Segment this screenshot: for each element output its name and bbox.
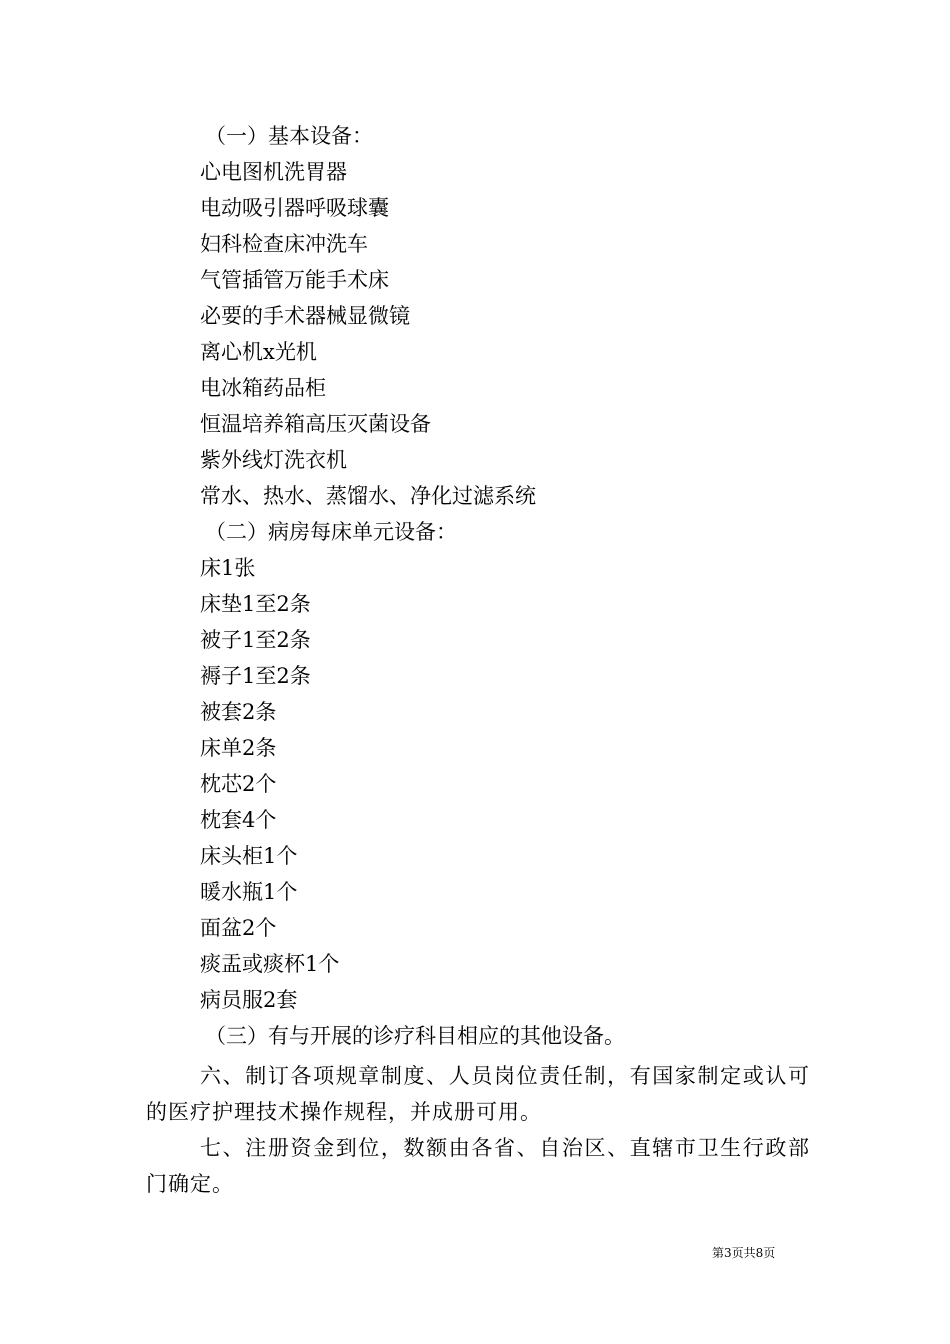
list-item: 紫外线灯洗衣机 bbox=[200, 448, 347, 472]
list-item: 枕套4个 bbox=[200, 808, 277, 832]
list-item: 离心机x光机 bbox=[200, 340, 317, 364]
list-item: 床垫1至2条 bbox=[200, 592, 311, 616]
list-item: 面盆2个 bbox=[200, 916, 277, 940]
list-item: 痰盂或痰杯1个 bbox=[200, 952, 340, 976]
list-item: 被子1至2条 bbox=[200, 628, 311, 652]
list-item: 恒温培养箱高压灭菌设备 bbox=[200, 412, 431, 436]
page-number: 第3页共8页 bbox=[712, 1246, 776, 1260]
list-item: 床1张 bbox=[200, 556, 256, 580]
list-item: 心电图机洗胃器 bbox=[200, 160, 347, 184]
list-item: 床单2条 bbox=[200, 736, 277, 760]
section-heading-ward-bed-equipment: （二）病房每床单元设备： bbox=[205, 520, 457, 544]
list-item: 被套2条 bbox=[200, 700, 277, 724]
paragraph-regulations: 六、制订各项规章制度、人员岗位责任制，有国家制定或认可的医疗护理技术操作规程，并成册可用。 bbox=[146, 1064, 810, 1124]
section-heading-other-equipment: （三）有与开展的诊疗科目相应的其他设备。 bbox=[205, 1024, 625, 1048]
list-item: 电冰箱药品柜 bbox=[200, 376, 326, 400]
list-item: 电动吸引器呼吸球囊 bbox=[200, 196, 389, 220]
list-item: 暖水瓶1个 bbox=[200, 880, 298, 904]
list-item: 常水、热水、蒸馏水、净化过滤系统 bbox=[200, 484, 536, 508]
paragraph-registered-capital: 七、注册资金到位，数额由各省、自治区、直辖市卫生行政部门确定。 bbox=[146, 1136, 810, 1196]
list-item: 床头柜1个 bbox=[200, 844, 298, 868]
list-item: 必要的手术器械显微镜 bbox=[200, 304, 410, 328]
section-heading-basic-equipment: （一）基本设备： bbox=[205, 124, 373, 148]
list-item: 褥子1至2条 bbox=[200, 664, 311, 688]
list-item: 妇科检查床冲洗车 bbox=[200, 232, 368, 256]
list-item: 气管插管万能手术床 bbox=[200, 268, 389, 292]
list-item: 病员服2套 bbox=[200, 988, 298, 1012]
list-item: 枕芯2个 bbox=[200, 772, 277, 796]
